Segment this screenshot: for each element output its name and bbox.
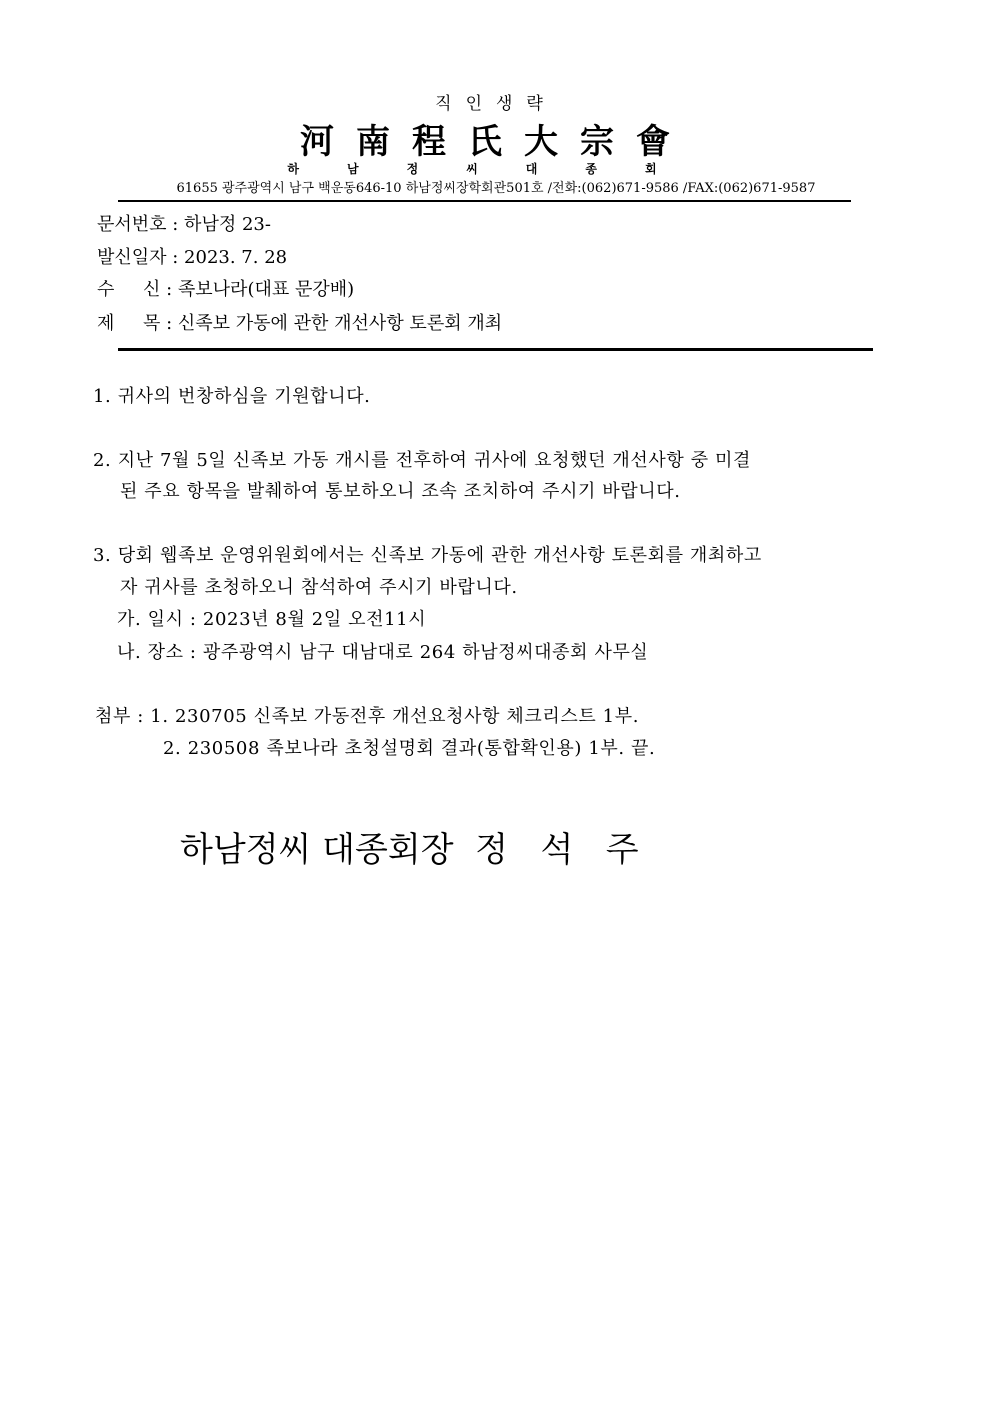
org-name-hanja: 河南程氏大宗會 [300, 122, 692, 162]
recipient: 수 신 : 족보나라(대표 문강배) [97, 279, 355, 300]
seal-omitted-note: 직인생략 [435, 94, 557, 114]
subject: 제 목 : 신족보 가동에 관한 개선사항 토론회 개최 [97, 313, 503, 334]
meeting-location: 나. 장소 : 광주광역시 남구 대남대로 264 하남정씨대종회 사무실 [117, 642, 649, 663]
paragraph-1: 1. 귀사의 번창하심을 기원합니다. [93, 386, 371, 407]
paragraph-3-line-2: 자 귀사를 초청하오니 참석하여 주시기 바랍니다. [120, 577, 518, 598]
header-divider [118, 348, 873, 351]
letterhead-divider [118, 200, 851, 202]
org-address: 61655 광주광역시 남구 백운동646-10 하남정씨장학회관501호 /전화:(062)671-9586 /FAX:(062)671-9587 [176, 181, 816, 196]
attachment-1: 첨부 : 1. 230705 신족보 가동전후 개선요청사항 체크리스트 1부. [95, 706, 640, 727]
signature: 하남정씨 대종회장 정 석 주 [180, 830, 639, 870]
doc-number: 문서번호 : 하남정 23- [97, 214, 271, 235]
paragraph-2-line-2: 된 주요 항목을 발췌하여 통보하오니 조속 조치하여 주시기 바랍니다. [120, 481, 681, 502]
send-date: 발신일자 : 2023. 7. 28 [97, 247, 288, 268]
paragraph-3-line-1: 3. 당회 웹족보 운영위원회에서는 신족보 가동에 관한 개선사항 토론회를 개최하고 [93, 545, 762, 566]
paragraph-2-line-1: 2. 지난 7월 5일 신족보 가동 개시를 전후하여 귀사에 요청했던 개선사항 중 미결 [93, 450, 751, 471]
org-name-hangul: 하남정씨대종회 [287, 162, 705, 176]
attachment-2: 2. 230508 족보나라 초청설명회 결과(통합확인용) 1부. 끝. [163, 738, 656, 759]
meeting-datetime: 가. 일시 : 2023년 8월 2일 오전11시 [117, 609, 427, 630]
